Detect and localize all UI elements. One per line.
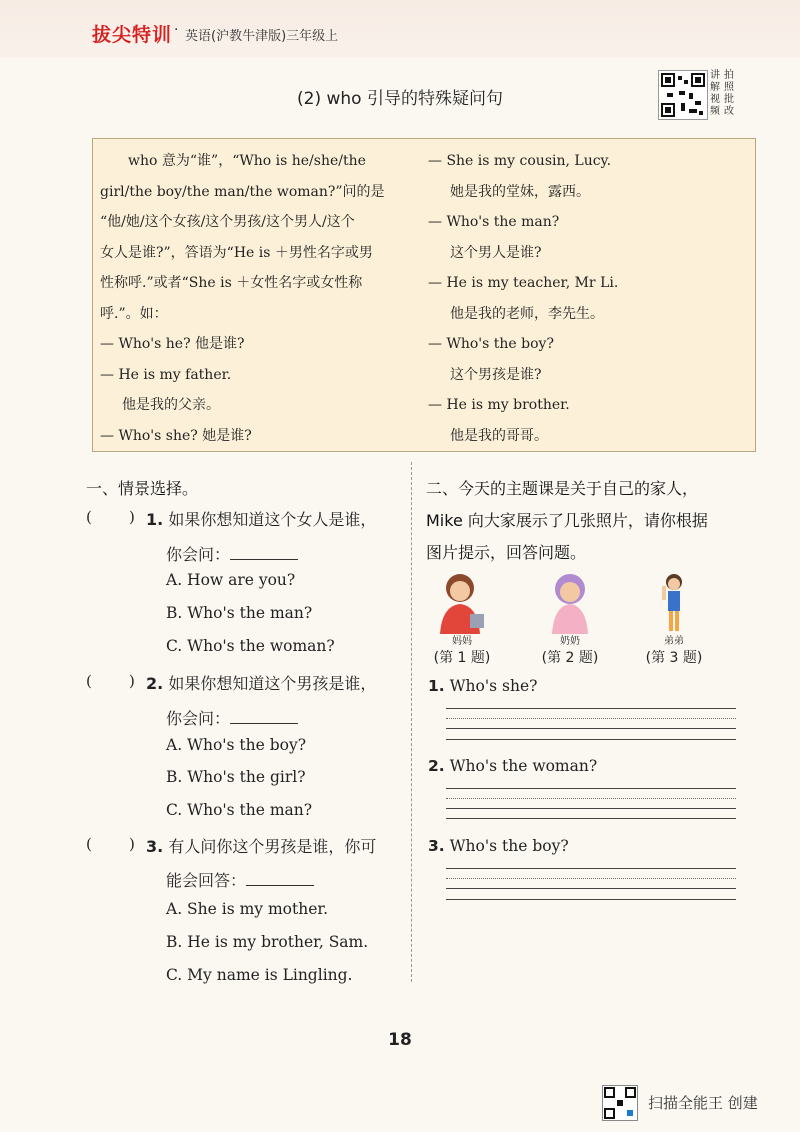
qr-code-icon[interactable] (658, 70, 708, 120)
note-line: girl/the boy/the man/the woman?”问的是 (100, 183, 385, 200)
option-a[interactable]: A. Who's the boy? (166, 736, 307, 754)
qr-caption (710, 70, 750, 118)
writing-line[interactable] (446, 888, 736, 889)
picture-label-mother: 妈妈 (452, 636, 472, 647)
answer-paren-close[interactable]: ) (129, 835, 135, 853)
writing-line[interactable] (446, 808, 736, 809)
writing-line[interactable] (446, 868, 736, 869)
qr-caption-char: 解 (710, 82, 720, 93)
option-b[interactable]: B. Who's the girl? (166, 768, 306, 786)
subject-title: 英语(沪教牛津版)三年级上 (185, 29, 339, 44)
note-line: 他是我的父亲。 (122, 397, 220, 413)
qr-caption-char: 照 (724, 82, 734, 93)
writing-line[interactable] (446, 818, 736, 819)
note-line: 这个男人是谁? (450, 244, 542, 261)
writing-line[interactable] (446, 798, 736, 799)
question-text: Who's the boy? (449, 837, 569, 855)
question-text: Who's she? (449, 677, 538, 695)
option-b[interactable]: B. Who's the man? (166, 604, 313, 622)
option-a[interactable]: A. She is my mother. (166, 900, 329, 918)
question-number: 2. (146, 674, 164, 693)
question-2-line2 (166, 706, 298, 729)
note-line: 她是我的堂妹，露西。 (450, 183, 590, 200)
note-line: 性称呼.”或者“She is ＋女性名字或女性称 (100, 275, 363, 291)
note-line: — Who's the man? (428, 214, 560, 230)
part2-heading-line2: Mike 向大家展示了几张照片，请你根据 (426, 511, 708, 530)
answer-paren-open: ( (86, 672, 92, 690)
question-2-text (146, 671, 376, 694)
picture-caption: (第 1 题) (433, 650, 491, 666)
note-left-column (100, 146, 400, 451)
question-text: Who's the woman? (449, 757, 598, 775)
question-line: 你会问： (166, 709, 231, 728)
writing-line[interactable] (446, 788, 736, 789)
part2-question-2 (428, 757, 597, 775)
option-c[interactable]: C. Who's the man? (166, 801, 313, 819)
part2-question-1 (428, 677, 537, 695)
column-divider (411, 462, 412, 982)
grandmother-illustration (540, 572, 600, 634)
note-line: — Who's he? 他是谁? (100, 336, 245, 352)
question-1-text (146, 507, 376, 530)
section-title: (2) who 引导的特殊疑问句 (297, 89, 503, 109)
question-number: 3. (146, 837, 164, 856)
answer-blank[interactable] (230, 545, 298, 560)
option-c[interactable]: C. Who's the woman? (166, 637, 335, 655)
note-line: 他是我的老师，李先生。 (450, 305, 604, 322)
question-number: 1. (146, 510, 164, 529)
note-line: 这个男孩是谁? (450, 366, 542, 383)
note-line: “他/她/这个女孩/这个男孩/这个男人/这个 (100, 214, 355, 230)
note-line: — She is my cousin, Lucy. (428, 153, 612, 169)
answer-paren-close[interactable]: ) (129, 672, 135, 690)
option-a[interactable]: A. How are you? (166, 571, 296, 589)
qr-caption-char: 频 (710, 106, 720, 117)
page-number: 18 (388, 1030, 412, 1050)
writing-line[interactable] (446, 728, 736, 729)
brand-logo: 拔尖特训 (92, 24, 173, 46)
part2-heading-line3: 图片提示，回答问题。 (426, 543, 587, 562)
header-separator: · (174, 22, 179, 38)
question-number: 1. (428, 677, 445, 695)
writing-line[interactable] (446, 899, 736, 900)
note-line: — Who's the boy? (428, 336, 554, 352)
part1-heading: 一、情景选择。 (86, 479, 199, 498)
question-line: 你会问： (166, 545, 231, 564)
question-3-text (146, 834, 376, 857)
note-line: 呼.”。如： (100, 305, 168, 322)
picture-label-grandmother: 奶奶 (560, 636, 580, 647)
scanner-watermark: 扫描全能王 创建 (648, 1094, 758, 1112)
answer-paren-open: ( (86, 508, 92, 526)
question-1-line2 (166, 542, 298, 565)
question-3-line2 (166, 868, 314, 891)
question-line: 能会回答： (166, 871, 247, 890)
answer-blank[interactable] (230, 709, 298, 724)
note-line: — He is my brother. (428, 397, 570, 413)
note-line: 女人是谁?”，答语为“He is ＋男性名字或男 (100, 244, 373, 261)
question-line: 如果你想知道这个男孩是谁， (168, 674, 377, 693)
option-c[interactable]: C. My name is Lingling. (166, 966, 353, 984)
question-number: 3. (428, 837, 445, 855)
writing-line[interactable] (446, 718, 736, 719)
question-line: 如果你想知道这个女人是谁， (168, 510, 377, 529)
scanner-qr-icon (602, 1085, 638, 1121)
note-line: — He is my teacher, Mr Li. (428, 275, 619, 291)
qr-caption-char: 拍 (724, 70, 734, 81)
note-line: — He is my father. (100, 366, 232, 383)
picture-caption: (第 3 题) (645, 650, 703, 666)
part2-heading-line1: 二、今天的主题课是关于自己的家人， (426, 479, 699, 498)
picture-label-brother: 弟弟 (664, 636, 684, 647)
qr-caption-char: 改 (724, 106, 734, 117)
answer-paren-close[interactable]: ) (129, 508, 135, 526)
mother-illustration (432, 572, 492, 634)
qr-caption-char: 批 (724, 94, 734, 105)
note-right-column (428, 146, 748, 451)
answer-paren-open: ( (86, 835, 92, 853)
qr-caption-char: 视 (710, 94, 720, 105)
part2-question-3 (428, 837, 569, 855)
question-line: 有人问你这个男孩是谁，你可 (168, 837, 377, 856)
answer-blank[interactable] (246, 871, 314, 886)
qr-caption-char: 讲 (710, 70, 720, 81)
question-1 (86, 508, 92, 526)
question-number: 2. (428, 757, 445, 775)
note-line: — Who's she? 她是谁? (100, 427, 252, 444)
option-b[interactable]: B. He is my brother, Sam. (166, 933, 369, 951)
picture-caption: (第 2 题) (541, 650, 599, 666)
note-line: who 意为“谁”，“Who is he/she/the (128, 153, 366, 169)
page-header (0, 0, 800, 58)
writing-line[interactable] (446, 708, 736, 709)
brother-illustration (654, 572, 694, 634)
writing-line[interactable] (446, 878, 736, 879)
writing-line[interactable] (446, 739, 736, 740)
note-line: 他是我的哥哥。 (450, 427, 548, 444)
